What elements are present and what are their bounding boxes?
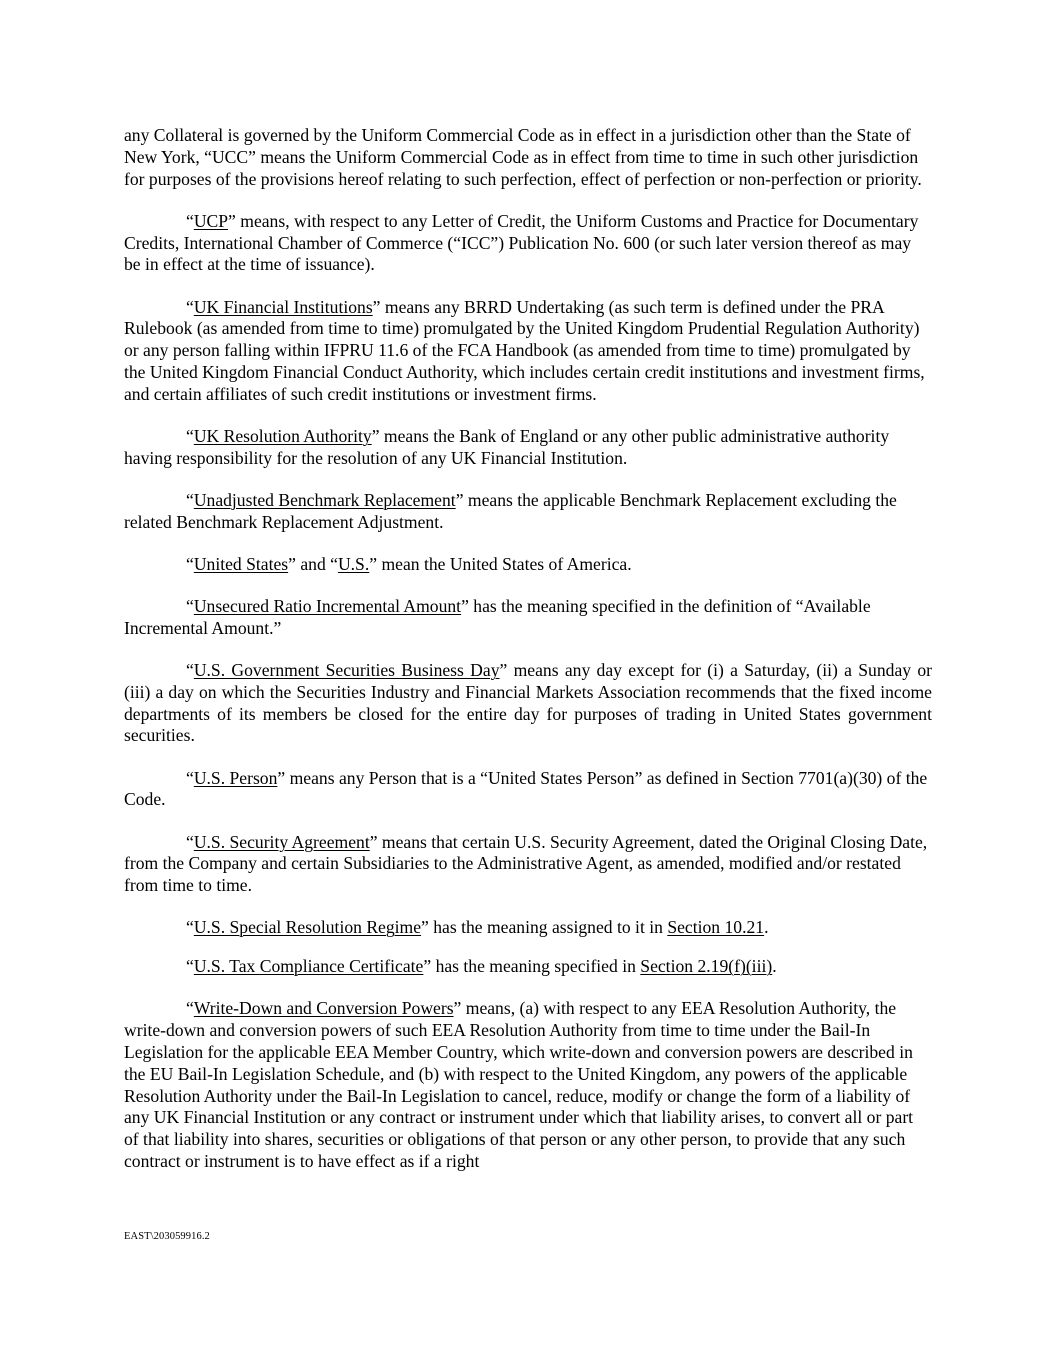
section-reference: Section 2.19(f)(iii): [640, 956, 773, 977]
defined-term: UK Resolution Authority: [193, 425, 372, 446]
defined-term: U.S. Tax Compliance Certificate: [193, 956, 424, 977]
definition-uk-financial-institutions: “UK Financial Institutions” means any BRRD Undertaking (as such term is defined under the PRA Rulebook (as amended from time to time) promulgated by the United Kingdom Prudential Regulation Authority) or any person falling within IFPRU 11.6 of the FCA Handbook (as amended from time to time) promulgated by the United Kingdom Financial Conduct Authority, which includes certain credit institutions and investment firms, and certain affiliates of such credit institutions or investment firms.: [124, 296, 925, 404]
defined-term: UK Financial Institutions: [193, 296, 373, 317]
paragraph-text: any Collateral is governed by the Uniform Commercial Code as in effect in a jurisdiction other than the State of New York, “UCC” means the Uniform Commercial Code as in effect from time to time in such other jurisdiction for purposes of the provisions hereof relating to such perfection, effect of perfection or non-perfection or priority.: [124, 125, 922, 189]
definition-us-special-resolution-regime: “U.S. Special Resolution Regime” has the meaning assigned to it in Section 10.21.: [186, 917, 769, 938]
definition-unadjusted-benchmark-replacement: “Unadjusted Benchmark Replacement” means the applicable Benchmark Replacement excluding the related Benchmark Replacement Adjustment.: [124, 489, 897, 532]
defined-term: Unadjusted Benchmark Replacement: [193, 489, 456, 510]
section-reference: Section 10.21: [667, 917, 765, 938]
definition-us-government-securities-business-day: “U.S. Government Securities Business Day” means any day except for (i) a Saturday, (ii) a Sunday or (iii) a day on which the Securities Industry and Financial Markets Association recommends that the fixed income departments of its members be closed for the entire day for purposes of trading in United States government securities.: [124, 660, 932, 746]
defined-term: United States: [193, 553, 289, 574]
defined-term: U.S. Government Securities Business Day: [193, 660, 500, 681]
defined-term: Write-Down and Conversion Powers: [193, 998, 454, 1019]
defined-term: U.S. Security Agreement: [193, 831, 370, 852]
definition-uk-resolution-authority: “UK Resolution Authority” means the Bank of England or any other public administrative authority having responsibility for the resolution of any UK Financial Institution.: [124, 425, 890, 468]
document-footer-id: EAST\203059916.2: [124, 1231, 210, 1242]
defined-term: U.S. Person: [193, 767, 278, 788]
defined-term: U.S. Special Resolution Regime: [193, 917, 422, 938]
document-body: [124, 125, 932, 1193]
definition-us-tax-compliance-certificate: “U.S. Tax Compliance Certificate” has the meaning specified in Section 2.19(f)(iii).: [186, 956, 777, 977]
defined-term: U.S.: [337, 553, 370, 574]
paragraph-continuation: [124, 125, 932, 190]
defined-term: UCP: [193, 210, 229, 231]
definition-unsecured-ratio-incremental-amount: “Unsecured Ratio Incremental Amount” has the meaning specified in the definition of “Available Incremental Amount.”: [124, 596, 871, 638]
definition-ucp: “UCP” means, with respect to any Letter of Credit, the Uniform Customs and Practice for Documentary Credits, International Chamber of Commerce (“ICC”) Publication No. 600 (or such later version thereof as may be in effect at the time of issuance).: [124, 210, 919, 275]
definition-write-down-and-conversion-powers: “Write-Down and Conversion Powers” means, (a) with respect to any EEA Resolution Authority, the write-down and conversion powers of such EEA Resolution Authority from time to time under the Bail-In Legislation for the applicable EEA Member Country, which write-down and conversion powers are described in the EU Bail-In Legislation Schedule, and (b) with respect to the United Kingdom, any powers of the applicable Resolution Authority under the Bail-In Legislation to cancel, reduce, modify or change the form of a liability of any UK Financial Institution or any contract or instrument under which that liability arises, to convert all or part of that liability into shares, securities or obligations of that person or any other person, to provide that any such contract or instrument is to have effect as if a right: [124, 998, 914, 1171]
definition-us-security-agreement: “U.S. Security Agreement” means that certain U.S. Security Agreement, dated the Original Closing Date, from the Company and certain Subsidiaries to the Administrative Agent, as amended, modified and/or restated from time to time.: [124, 831, 928, 896]
definition-united-states: “United States” and “U.S.” mean the United States of America.: [186, 553, 632, 574]
definition-us-person: “U.S. Person” means any Person that is a “United States Person” as defined in Section 7701(a)(30) of the Code.: [124, 767, 928, 810]
defined-term: Unsecured Ratio Incremental Amount: [193, 596, 462, 617]
